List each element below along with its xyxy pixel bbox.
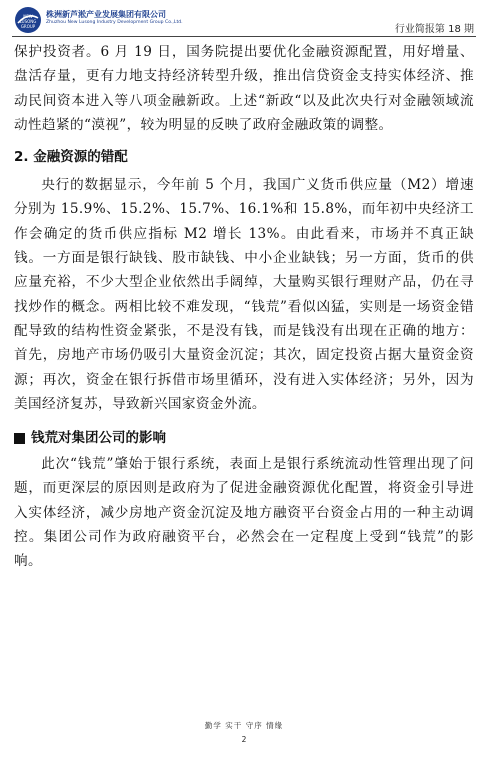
issue-label: 行业简报第 18 期 [394,24,474,35]
paragraph-2: 央行的数据显示，今年前 5 个月，我国广义货币供应量（M2）增速分别为 15.9%、15.2%、15.7%、16.1%和 15.8%，而年初中央经济工作会确定的货币供应指标 M2 增长 13%。由此看来，市场并不真正缺钱。一方面是银行缺钱、股市缺钱、中小企业缺钱；另一方面，货币的供应量充裕，不少大型企业依然出手阔绰，大量购买银行理财产品，仍在寻找炒作的概念。两相比较不难发现，“钱荒”看似凶猛，实则是一场资金错配导致的结构性资金紧张，不是没有钱，而是钱没有出现在正确的地方：首先，房地产市场仍吸引大量资金沉淀；其次，固定投资占据大量资金资源；再次，资金在银行拆借市场里循环，没有进入实体经济；另外，因为美国经济复苏，导致新兴国家资金外流。 [14,177,474,412]
section-heading-3 [14,426,474,450]
footer-slogan: 勤学 实干 守序 情缘 [204,721,284,730]
paragraph-1: 保护投资者。6 月 19 日，国务院提出要优化金融资源配置，用好增量、盘活存量，更有力地支持经济转型升级，推出信贷资金支持实体经济、推动民间资本进入等八项金融新政。上述“新政“以及此次央行对金融领域流动性趋紧的“漠视”，较为明显的反映了政府金融政策的调整。 [14,44,474,133]
logo-mark-line-2: LUSONG [19,19,37,24]
page-header [0,0,488,38]
new-lusong-group-logo-icon [14,6,42,34]
section-heading-3-text: 钱荒对集团公司的影响 [31,430,166,447]
page-number: 2 [241,735,247,744]
company-name-cn: 株洲新芦淞产业发展集团有限公司 [46,10,166,19]
header-divider [12,36,476,37]
document-body [14,40,474,574]
company-name-en: Zhuzhou New Lusong Industry Development Group Co.,Ltd. [46,20,183,25]
paragraph-3: 此次“钱荒”肇始于银行系统，表面上是银行系统流动性管理出现了问题，而更深层的原因则是政府为了促进金融资源优化配置，将资金引导进入实体经济，减少房地产资金沉淀及地方融资平台资金占用的一种主动调控。集团公司作为政府融资平台，必然会在一定程度上受到“钱荒”的影响。 [14,456,474,570]
section-heading-2: 2. 金融资源的错配 [14,149,128,166]
company-logo [14,6,183,32]
square-bullet-icon [14,433,25,444]
logo-mark-line-1: NEW [23,14,33,19]
logo-mark-line-3: GROUP [20,24,36,29]
